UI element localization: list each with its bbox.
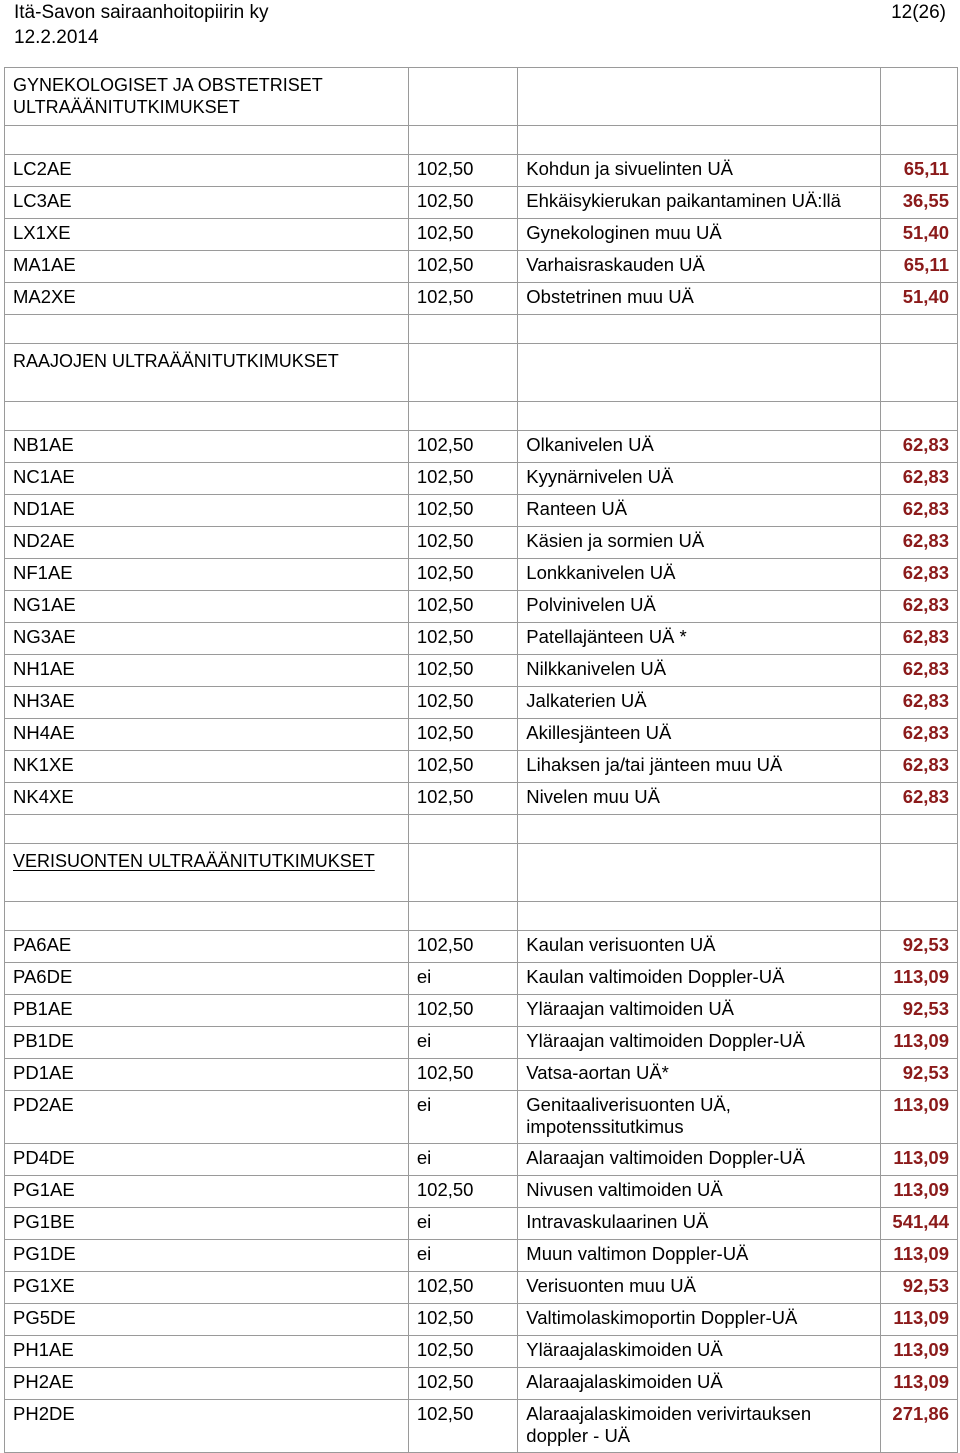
empty-cell — [408, 68, 517, 126]
procedure-code: PA6AE — [5, 931, 409, 963]
procedure-code: PG1XE — [5, 1272, 409, 1304]
procedure-amount: 62,83 — [881, 751, 958, 783]
procedure-amount: 113,09 — [881, 1368, 958, 1400]
procedure-amount: 62,83 — [881, 431, 958, 463]
procedure-code: ND1AE — [5, 495, 409, 527]
procedure-description: Verisuonten muu UÄ — [518, 1272, 881, 1304]
section-title-cell — [5, 344, 409, 402]
procedure-code: PD2AE — [5, 1091, 409, 1144]
table-row — [5, 655, 958, 687]
procedure-amount: 62,83 — [881, 623, 958, 655]
procedure-code: LX1XE — [5, 219, 409, 251]
procedure-description: Nivusen valtimoiden UÄ — [518, 1176, 881, 1208]
procedure-code: NK4XE — [5, 783, 409, 815]
procedure-amount: 113,09 — [881, 1144, 958, 1176]
procedure-description: Muun valtimon Doppler-UÄ — [518, 1240, 881, 1272]
price-table — [4, 67, 958, 1453]
procedure-code: NF1AE — [5, 559, 409, 591]
empty-cell — [408, 344, 517, 402]
empty-cell — [518, 126, 881, 155]
base-price: 102,50 — [408, 1304, 517, 1336]
procedure-description: Olkanivelen UÄ — [518, 431, 881, 463]
procedure-code: PG1AE — [5, 1176, 409, 1208]
procedure-code: PG1DE — [5, 1240, 409, 1272]
procedure-description: Yläraajan valtimoiden UÄ — [518, 995, 881, 1027]
table-row — [5, 283, 958, 315]
procedure-description: Intravaskulaarinen UÄ — [518, 1208, 881, 1240]
base-price: 102,50 — [408, 1400, 517, 1453]
procedure-amount: 92,53 — [881, 995, 958, 1027]
table-row — [5, 687, 958, 719]
procedure-code: PH1AE — [5, 1336, 409, 1368]
empty-cell — [881, 68, 958, 126]
table-row — [5, 155, 958, 187]
base-price: 102,50 — [408, 1272, 517, 1304]
procedure-amount: 92,53 — [881, 1059, 958, 1091]
base-price: 102,50 — [408, 431, 517, 463]
empty-cell — [881, 844, 958, 902]
base-price: 102,50 — [408, 219, 517, 251]
base-price: 102,50 — [408, 623, 517, 655]
table-row — [5, 719, 958, 751]
procedure-amount: 36,55 — [881, 187, 958, 219]
base-price: 102,50 — [408, 559, 517, 591]
spacer-row — [5, 402, 958, 431]
table-row — [5, 1059, 958, 1091]
base-price: 102,50 — [408, 591, 517, 623]
procedure-description: Varhaisraskauden UÄ — [518, 251, 881, 283]
procedure-code: NH1AE — [5, 655, 409, 687]
empty-cell — [5, 315, 409, 344]
procedure-description: Genitaaliverisuonten UÄ, impotenssitutkimus — [518, 1091, 881, 1144]
base-price: 102,50 — [408, 931, 517, 963]
procedure-code: NK1XE — [5, 751, 409, 783]
procedure-description: Kaulan verisuonten UÄ — [518, 931, 881, 963]
table-row — [5, 1176, 958, 1208]
empty-cell — [408, 315, 517, 344]
procedure-description: Käsien ja sormien UÄ — [518, 527, 881, 559]
procedure-code: PG5DE — [5, 1304, 409, 1336]
base-price: ei — [408, 1091, 517, 1144]
procedure-code: NH4AE — [5, 719, 409, 751]
base-price: 102,50 — [408, 1336, 517, 1368]
procedure-amount: 113,09 — [881, 1304, 958, 1336]
empty-cell — [518, 815, 881, 844]
procedure-amount: 113,09 — [881, 963, 958, 995]
procedure-code: PH2DE — [5, 1400, 409, 1453]
procedure-amount: 541,44 — [881, 1208, 958, 1240]
empty-cell — [881, 815, 958, 844]
table-row — [5, 431, 958, 463]
base-price: 102,50 — [408, 1059, 517, 1091]
price-table-body — [5, 68, 958, 1453]
procedure-description: Akillesjänteen UÄ — [518, 719, 881, 751]
procedure-code: PH2AE — [5, 1368, 409, 1400]
table-row — [5, 931, 958, 963]
empty-cell — [881, 344, 958, 402]
spacer-row — [5, 902, 958, 931]
procedure-amount: 92,53 — [881, 931, 958, 963]
empty-cell — [408, 402, 517, 431]
empty-cell — [408, 126, 517, 155]
table-row — [5, 1144, 958, 1176]
section-title-cell — [5, 844, 409, 902]
procedure-amount: 92,53 — [881, 1272, 958, 1304]
section-title: VERISUONTEN ULTRAÄÄNITUTKIMUKSET — [13, 851, 375, 871]
table-row — [5, 783, 958, 815]
base-price: 102,50 — [408, 463, 517, 495]
table-row — [5, 495, 958, 527]
base-price: 102,50 — [408, 783, 517, 815]
empty-cell — [5, 126, 409, 155]
empty-cell — [5, 402, 409, 431]
procedure-description: Ehkäisykierukan paikantaminen UÄ:llä — [518, 187, 881, 219]
procedure-code: LC3AE — [5, 187, 409, 219]
procedure-description: Kaulan valtimoiden Doppler-UÄ — [518, 963, 881, 995]
document-date: 12.2.2014 — [14, 27, 99, 48]
procedure-amount: 62,83 — [881, 719, 958, 751]
procedure-description: Kyynärnivelen UÄ — [518, 463, 881, 495]
page-number: 12(26) — [891, 2, 946, 23]
spacer-row — [5, 126, 958, 155]
procedure-amount: 62,83 — [881, 687, 958, 719]
table-row — [5, 1027, 958, 1059]
procedure-code: NB1AE — [5, 431, 409, 463]
procedure-code: MA2XE — [5, 283, 409, 315]
table-row — [5, 1240, 958, 1272]
table-row — [5, 1304, 958, 1336]
procedure-amount: 113,09 — [881, 1027, 958, 1059]
procedure-description: Patellajänteen UÄ * — [518, 623, 881, 655]
empty-cell — [518, 844, 881, 902]
procedure-amount: 51,40 — [881, 283, 958, 315]
procedure-amount: 271,86 — [881, 1400, 958, 1453]
table-row — [5, 623, 958, 655]
empty-cell — [518, 315, 881, 344]
table-row — [5, 1272, 958, 1304]
empty-cell — [518, 402, 881, 431]
procedure-amount: 65,11 — [881, 251, 958, 283]
procedure-amount: 113,09 — [881, 1336, 958, 1368]
procedure-code: PD4DE — [5, 1144, 409, 1176]
procedure-description: Yläraajalaskimoiden UÄ — [518, 1336, 881, 1368]
procedure-amount: 62,83 — [881, 783, 958, 815]
procedure-amount: 62,83 — [881, 463, 958, 495]
section-title: GYNEKOLOGISET JA OBSTETRISET ULTRAÄÄNITUTKIMUKSET — [13, 75, 323, 117]
table-row — [5, 1400, 958, 1453]
procedure-code: PG1BE — [5, 1208, 409, 1240]
base-price: 102,50 — [408, 995, 517, 1027]
procedure-amount: 62,83 — [881, 559, 958, 591]
organization-name: Itä-Savon sairaanhoitopiirin ky — [14, 2, 269, 23]
base-price: ei — [408, 1144, 517, 1176]
empty-cell — [518, 68, 881, 126]
procedure-amount: 113,09 — [881, 1176, 958, 1208]
procedure-amount: 62,83 — [881, 655, 958, 687]
procedure-description: Vatsa-aortan UÄ* — [518, 1059, 881, 1091]
base-price: 102,50 — [408, 495, 517, 527]
procedure-description: Valtimolaskimoportin Doppler-UÄ — [518, 1304, 881, 1336]
base-price: 102,50 — [408, 187, 517, 219]
procedure-description: Alaraajalaskimoiden verivirtauksen doppler - UÄ — [518, 1400, 881, 1453]
procedure-code: NG1AE — [5, 591, 409, 623]
procedure-code: NC1AE — [5, 463, 409, 495]
section-header-row — [5, 68, 958, 126]
procedure-amount: 113,09 — [881, 1091, 958, 1144]
table-row — [5, 1336, 958, 1368]
empty-cell — [5, 815, 409, 844]
procedure-code: NG3AE — [5, 623, 409, 655]
table-row — [5, 559, 958, 591]
table-row — [5, 963, 958, 995]
table-row — [5, 251, 958, 283]
procedure-description: Lihaksen ja/tai jänteen muu UÄ — [518, 751, 881, 783]
procedure-code: PD1AE — [5, 1059, 409, 1091]
document-header — [0, 0, 960, 60]
procedure-code: PB1AE — [5, 995, 409, 1027]
procedure-code: PB1DE — [5, 1027, 409, 1059]
procedure-code: NH3AE — [5, 687, 409, 719]
empty-cell — [518, 902, 881, 931]
section-header-row — [5, 344, 958, 402]
base-price: 102,50 — [408, 251, 517, 283]
spacer-row — [5, 815, 958, 844]
base-price: 102,50 — [408, 527, 517, 559]
procedure-description: Nilkkanivelen UÄ — [518, 655, 881, 687]
procedure-description: Yläraajan valtimoiden Doppler-UÄ — [518, 1027, 881, 1059]
table-row — [5, 1368, 958, 1400]
procedure-code: LC2AE — [5, 155, 409, 187]
empty-cell — [5, 902, 409, 931]
base-price: 102,50 — [408, 1176, 517, 1208]
section-title-cell — [5, 68, 409, 126]
empty-cell — [408, 902, 517, 931]
procedure-code: ND2AE — [5, 527, 409, 559]
base-price: 102,50 — [408, 155, 517, 187]
empty-cell — [881, 315, 958, 344]
procedure-amount: 113,09 — [881, 1240, 958, 1272]
table-row — [5, 995, 958, 1027]
base-price: 102,50 — [408, 283, 517, 315]
procedure-code: MA1AE — [5, 251, 409, 283]
empty-cell — [881, 126, 958, 155]
procedure-description: Obstetrinen muu UÄ — [518, 283, 881, 315]
procedure-description: Alaraajalaskimoiden UÄ — [518, 1368, 881, 1400]
procedure-description: Lonkkanivelen UÄ — [518, 559, 881, 591]
procedure-amount: 51,40 — [881, 219, 958, 251]
empty-cell — [881, 902, 958, 931]
procedure-description: Gynekologinen muu UÄ — [518, 219, 881, 251]
base-price: ei — [408, 963, 517, 995]
table-row — [5, 463, 958, 495]
procedure-description: Ranteen UÄ — [518, 495, 881, 527]
procedure-code: PA6DE — [5, 963, 409, 995]
empty-cell — [881, 402, 958, 431]
base-price: 102,50 — [408, 751, 517, 783]
section-title: RAAJOJEN ULTRAÄÄNITUTKIMUKSET — [13, 351, 339, 371]
table-row — [5, 187, 958, 219]
empty-cell — [408, 815, 517, 844]
procedure-amount: 65,11 — [881, 155, 958, 187]
procedure-amount: 62,83 — [881, 591, 958, 623]
base-price: 102,50 — [408, 655, 517, 687]
procedure-description: Polvinivelen UÄ — [518, 591, 881, 623]
base-price: 102,50 — [408, 687, 517, 719]
empty-cell — [518, 344, 881, 402]
base-price: ei — [408, 1240, 517, 1272]
table-row — [5, 1208, 958, 1240]
spacer-row — [5, 315, 958, 344]
procedure-amount: 62,83 — [881, 495, 958, 527]
base-price: ei — [408, 1027, 517, 1059]
table-row — [5, 527, 958, 559]
base-price: 102,50 — [408, 1368, 517, 1400]
base-price: 102,50 — [408, 719, 517, 751]
table-row — [5, 751, 958, 783]
empty-cell — [408, 844, 517, 902]
procedure-description: Jalkaterien UÄ — [518, 687, 881, 719]
section-header-row — [5, 844, 958, 902]
procedure-description: Alaraajan valtimoiden Doppler-UÄ — [518, 1144, 881, 1176]
base-price: ei — [408, 1208, 517, 1240]
procedure-description: Nivelen muu UÄ — [518, 783, 881, 815]
table-row — [5, 219, 958, 251]
procedure-description: Kohdun ja sivuelinten UÄ — [518, 155, 881, 187]
table-row — [5, 1091, 958, 1144]
table-row — [5, 591, 958, 623]
procedure-amount: 62,83 — [881, 527, 958, 559]
